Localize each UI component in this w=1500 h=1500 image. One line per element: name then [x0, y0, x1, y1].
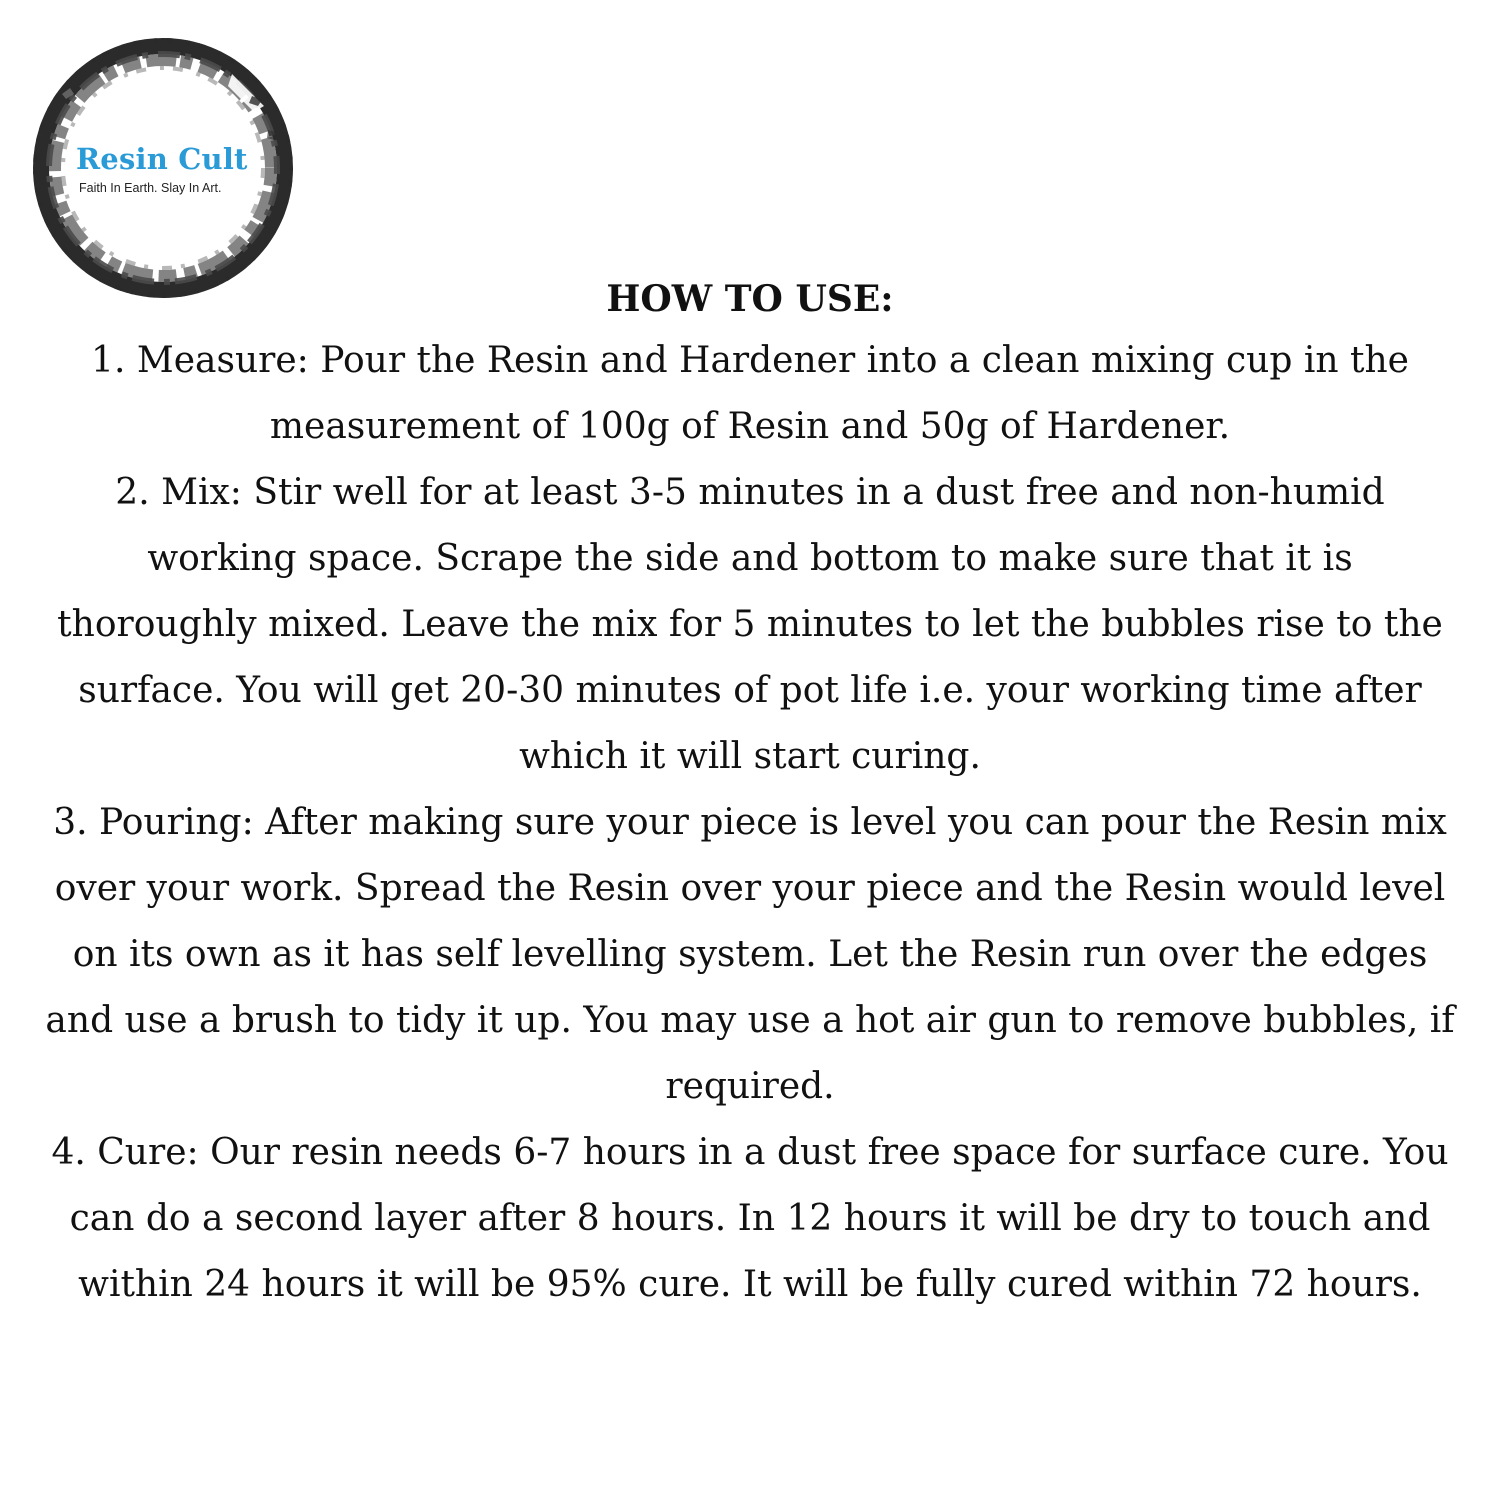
step-measure: 1. Measure: Pour the Resin and Hardener into a clean mixing cup in the measurement of 100g of Resin and 50g of Hardener.: [91, 340, 1409, 447]
brand-logo: [32, 34, 296, 302]
step-cure: 4. Cure: Our resin needs 6-7 hours in a dust free space for surface cure. You can do a second layer after 8 hours. In 12 hours it will be dry to touch and within 24 hours it will be 95% cure. It will be fully cured within 72 hours.: [51, 1132, 1449, 1305]
step-mix: 2. Mix: Stir well for at least 3-5 minutes in a dust free and non-humid working space. Scrape the side and bottom to make sure that it is thoroughly mixed. Leave the mix for 5 minutes to let the bubbles rise to the surface. You will get 20-30 minutes of pot life i.e. your working time after which it will start curing.: [57, 472, 1443, 777]
brand-tagline: Faith In Earth. Slay In Art.: [79, 181, 222, 195]
instructions-section: [40, 270, 1460, 1318]
brand-name: Resin Cult: [76, 142, 248, 176]
instructions-heading: HOW TO USE:: [606, 278, 894, 320]
step-pouring: 3. Pouring: After making sure your piece is level you can pour the Resin mix over your work. Spread the Resin over your piece and the Resin would level on its own as it has self levelling system. Let the Resin run over the edges and use a brush to tidy it up. You may use a hot air gun to remove bubbles, if required.: [45, 802, 1455, 1107]
